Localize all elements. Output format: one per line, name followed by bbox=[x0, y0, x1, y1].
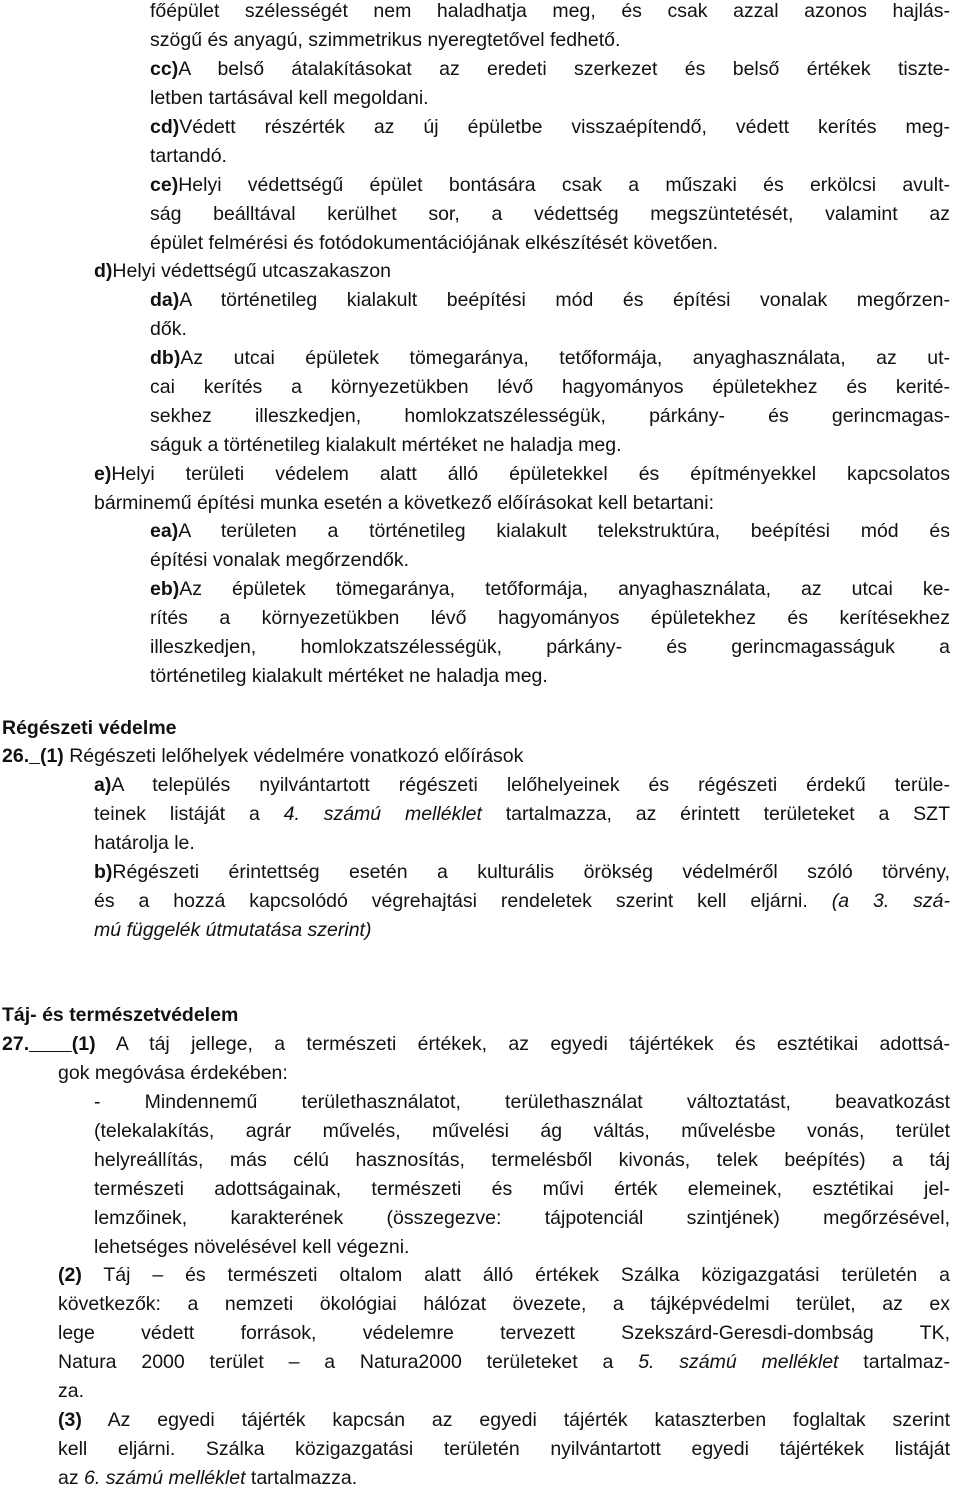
bold-segment: (3) bbox=[58, 1409, 82, 1431]
text-segment: tartalmazza, az érintett területeket a SZT bbox=[481, 803, 950, 825]
bold-segment: e) bbox=[94, 463, 112, 485]
text-segment: bárminemű építési munka esetén a következő előírásokat kell betartani: bbox=[94, 492, 715, 514]
bold-segment: 27. bbox=[2, 1033, 30, 1055]
text-line bbox=[94, 829, 950, 858]
text-segment: Helyi területi védelem alatt álló épületekkel és építményekkel kapcsolatos bbox=[111, 463, 950, 485]
bold-segment: ce) bbox=[150, 174, 179, 196]
section-sign-icon bbox=[29, 745, 40, 767]
text-line bbox=[150, 171, 950, 200]
text-line bbox=[58, 1406, 950, 1435]
text-line bbox=[94, 771, 950, 800]
text-segment: természeti adottságainak, természeti és művi érték elemeinek, esztétikai jel- bbox=[94, 1178, 950, 1200]
bold-segment: ea) bbox=[150, 520, 179, 542]
text-segment: cai kerítés a környezetükben lévő hagyományos épületekhez és kerité- bbox=[150, 376, 950, 398]
text-segment: Régészeti érintettség esetén a kulturális örökség védelméről szóló törvény, bbox=[112, 861, 950, 883]
text-line bbox=[94, 916, 950, 945]
text-segment: Natura 2000 terület – a Natura2000 területeket a bbox=[58, 1351, 639, 1373]
text-line bbox=[150, 315, 950, 344]
section-heading bbox=[2, 1001, 902, 1030]
italic-reference: mú függelék útmutatása szerint) bbox=[94, 919, 372, 941]
text-line bbox=[94, 460, 950, 489]
text-line bbox=[150, 546, 950, 575]
text-line bbox=[2, 1030, 950, 1059]
text-segment: ságuk a történetileg kialakult mértéket ne haladja meg. bbox=[150, 434, 622, 456]
text-segment: dők. bbox=[150, 318, 187, 340]
text-segment: A település nyilvántartott régészeti lelőhelyeinek és régészeti érdekű terüle- bbox=[111, 774, 950, 796]
bold-segment: 26. bbox=[2, 745, 30, 767]
text-segment: kell eljárni. Szálka közigazgatási területén nyilvántartott egyedi tájértékek listáját bbox=[58, 1438, 950, 1460]
text-segment: (telekalakítás, agrár művelés, művelési ág váltás, művelésbe vonás, terület bbox=[94, 1120, 950, 1142]
text-line bbox=[94, 1233, 950, 1262]
italic-reference: 6. számú melléklet bbox=[84, 1467, 246, 1489]
text-segment: Az utcai épületek tömegaránya, tetőformája, anyaghasználata, az ut- bbox=[180, 347, 950, 369]
text-line bbox=[94, 257, 950, 286]
bold-segment: Régészeti védelme bbox=[2, 717, 177, 739]
text-line bbox=[150, 286, 950, 315]
text-segment: ság beálltával kerülhet sor, a védettség megszüntetését, valamint az bbox=[150, 203, 950, 225]
italic-reference: (a 3. szá- bbox=[831, 890, 951, 912]
text-line bbox=[58, 1464, 950, 1493]
text-line bbox=[150, 662, 950, 691]
bold-segment: da) bbox=[150, 289, 180, 311]
text-segment: teinek listáját a bbox=[94, 803, 284, 825]
text-segment: Helyi védettségű épület bontására csak a műszaki és erkölcsi avult- bbox=[178, 174, 950, 196]
text-line bbox=[150, 200, 950, 229]
bold-segment: (1) bbox=[39, 745, 64, 767]
bold-segment: b) bbox=[94, 861, 113, 883]
text-line bbox=[94, 887, 950, 916]
text-line bbox=[58, 1290, 950, 1319]
text-segment: tartalmazza. bbox=[245, 1467, 358, 1489]
text-line bbox=[94, 1204, 950, 1233]
text-segment: következők: a nemzeti ökológiai hálózat övezete, a tájképvédelmi terület, az ex bbox=[58, 1293, 950, 1315]
text-segment: lehetséges növelésével kell végezni. bbox=[94, 1236, 410, 1258]
text-segment: gok megóvása érdekében: bbox=[58, 1062, 288, 1084]
bold-segment: a) bbox=[94, 774, 112, 796]
text-line bbox=[150, 0, 950, 26]
text-segment: építési vonalak megőrzendők. bbox=[150, 549, 410, 571]
text-line bbox=[94, 1146, 950, 1175]
text-segment: sekhez illeszkedjen, homlokzatszélességük, párkány- és gerincmagas- bbox=[150, 405, 950, 427]
text-segment: Régészeti lelőhelyek védelmére vonatkozó előírások bbox=[63, 745, 524, 767]
text-segment: főépület szélességét nem haladhatja meg, és csak azzal azonos hajlás- bbox=[150, 0, 950, 22]
text-line bbox=[150, 633, 950, 662]
text-line bbox=[94, 1117, 950, 1146]
text-line bbox=[150, 517, 950, 546]
text-line bbox=[58, 1377, 950, 1406]
text-line bbox=[58, 1261, 950, 1290]
text-segment: épület felmérési és fotódokumentációjának elkészítését követően. bbox=[150, 232, 718, 254]
bold-segment: (1) bbox=[71, 1033, 96, 1055]
section-sign-icon bbox=[29, 1033, 72, 1055]
text-line bbox=[150, 84, 950, 113]
text-segment: illeszkedjen, homlokzatszélességük, párkány- és gerincmagasságuk a bbox=[150, 636, 950, 658]
text-segment: Az épületek tömegaránya, tetőformája, anyaghasználata, az utcai ke- bbox=[179, 578, 950, 600]
text-segment: helyreállítás, más célú hasznosítás, termelésből kivonás, telek beépítés) a táj bbox=[94, 1149, 950, 1171]
text-segment: Az egyedi tájérték kapcsán az egyedi tájérték kataszterben foglaltak szerint bbox=[81, 1409, 950, 1431]
text-segment: történetileg kialakult mértéket ne haladja meg. bbox=[150, 665, 548, 687]
text-line bbox=[94, 858, 950, 887]
text-segment: Védett részérték az új épületbe visszaépítendő, védett kerítés meg- bbox=[179, 116, 950, 138]
text-line bbox=[150, 402, 950, 431]
text-line bbox=[150, 229, 950, 258]
text-line bbox=[58, 1319, 950, 1348]
text-segment: az bbox=[58, 1467, 85, 1489]
text-segment: Helyi védettségű utcaszakaszon bbox=[112, 260, 391, 282]
bold-segment: eb) bbox=[150, 578, 180, 600]
text-line bbox=[150, 142, 950, 171]
text-line bbox=[150, 344, 950, 373]
text-line bbox=[58, 1435, 950, 1464]
italic-reference: 5. számú melléklet bbox=[638, 1351, 839, 1373]
text-line bbox=[150, 113, 950, 142]
bold-segment: Táj- és természetvédelem bbox=[2, 1004, 239, 1026]
text-segment: A területen a történetileg kialakult telekstruktúra, beépítési mód és bbox=[178, 520, 950, 542]
text-segment: lemzőinek, karakterének (összegezve: tájpotenciál szintjének) megőrzésével, bbox=[94, 1207, 950, 1229]
text-segment: A belső átalakításokat az eredeti szerkezet és belső értékek tiszte- bbox=[178, 58, 950, 80]
text-segment: za. bbox=[58, 1380, 85, 1402]
text-line bbox=[150, 373, 950, 402]
bold-segment: cd) bbox=[150, 116, 180, 138]
text-segment: A történetileg kialakult beépítési mód és építési vonalak megőrzen- bbox=[179, 289, 950, 311]
italic-reference: 4. számú melléklet bbox=[283, 803, 482, 825]
text-segment: A táj jellege, a természeti értékek, az egyedi tájértékek és esztétikai adottsá- bbox=[95, 1033, 951, 1055]
bold-segment: db) bbox=[150, 347, 181, 369]
text-line bbox=[2, 742, 902, 771]
text-line bbox=[150, 604, 950, 633]
text-segment: és a hozzá kapcsolódó végrehajtási rendeletek szerint kell eljárni. bbox=[94, 890, 832, 912]
text-segment: letben tartásával kell megoldani. bbox=[150, 87, 429, 109]
text-segment: szögű és anyagú, szimmetrikus nyeregtetővel fedhető. bbox=[150, 29, 621, 51]
text-line bbox=[58, 1059, 950, 1088]
text-line bbox=[150, 575, 950, 604]
text-line bbox=[150, 55, 950, 84]
bold-segment: (2) bbox=[58, 1264, 82, 1286]
section-heading bbox=[2, 714, 902, 743]
text-line bbox=[94, 800, 950, 829]
text-segment: rítés a környezetükben lévő hagyományos épületekhez és kerítésekhez bbox=[150, 607, 950, 629]
text-line bbox=[58, 1348, 950, 1377]
text-segment: Táj – és természeti oltalom alatt álló értékek Szálka közigazgatási területén a bbox=[81, 1264, 950, 1286]
text-line bbox=[94, 489, 950, 518]
text-segment: tartalmaz- bbox=[838, 1351, 950, 1373]
bold-segment: cc) bbox=[150, 58, 179, 80]
text-segment: határolja le. bbox=[94, 832, 195, 854]
text-segment: lege védett források, védelemre tervezett Szekszárd-Geresdi-dombság TK, bbox=[58, 1322, 950, 1344]
text-segment: tartandó. bbox=[150, 145, 227, 167]
text-line bbox=[94, 1175, 950, 1204]
text-line bbox=[94, 1088, 950, 1117]
text-line bbox=[150, 26, 950, 55]
text-segment: - Mindennemű területhasználatot, területhasználat változtatást, beavatkozást bbox=[94, 1091, 950, 1113]
text-line bbox=[150, 431, 950, 460]
bold-segment: d) bbox=[94, 260, 113, 282]
